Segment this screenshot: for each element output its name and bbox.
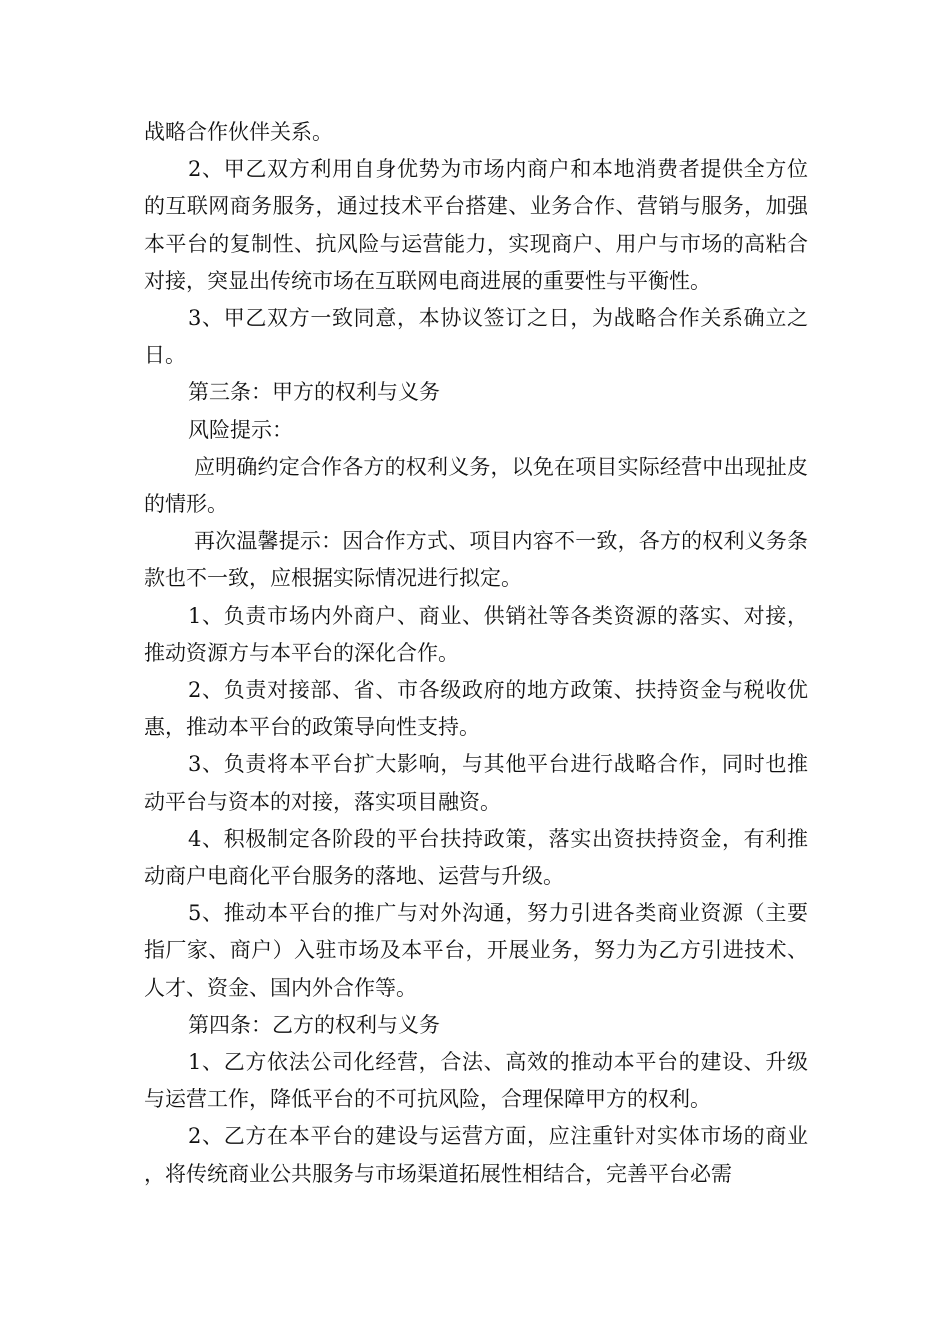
paragraph-clause-2-3: 3、甲乙双方一致同意，本协议签订之日，为战略合作关系确立之日。 xyxy=(144,306,808,368)
reminder-text: 再次温馨提示：因合作方式、项目内容不一致，各方的权利义务条款也不一致，应根据实际情况进行拟定。 xyxy=(144,529,808,591)
heading-article-3: 第三条：甲方的权利与义务 xyxy=(188,380,440,405)
paragraph-clause-4-2: 2、乙方在本平台的建设与运营方面，应注重针对实体市场的商业，将传统商业公共服务与市场渠道拓展性相结合，完善平台必需 xyxy=(144,1124,808,1186)
document-body xyxy=(144,114,808,1193)
heading-article-4: 第四条：乙方的权利与义务 xyxy=(188,1012,440,1037)
paragraph-continuation: 战略合作伙伴关系。 xyxy=(144,120,333,144)
paragraph-clause-3-2: 2、负责对接部、省、市各级政府的地方政策、扶持资金与税收优惠，推动本平台的政策导向性支持。 xyxy=(144,678,808,740)
paragraph-clause-3-5: 5、推动本平台的推广与对外沟通，努力引进各类商业资源（主要指厂家、商户）入驻市场及本平台，开展业务，努力为乙方引进技术、人才、资金、国内外合作等。 xyxy=(144,901,808,1000)
risk-warning-label: 风险提示： xyxy=(188,417,293,442)
paragraph-clause-2-2: 2、甲乙双方利用自身优势为市场内商户和本地消费者提供全方位的互联网商务服务，通过技术平台搭建、业务合作、营销与服务，加强本平台的复制性、抗风险与运营能力，实现商户、用户与市场的高粘合对接，突显出传统市场在互联网电商进展的重要性与平衡性。 xyxy=(144,157,808,293)
paragraph-clause-3-4: 4、积极制定各阶段的平台扶持政策，落实出资扶持资金，有利推动商户电商化平台服务的落地、运营与升级。 xyxy=(144,826,808,889)
risk-warning-text: 应明确约定合作各方的权利义务，以免在项目实际经营中出现扯皮的情形。 xyxy=(144,454,808,517)
paragraph-clause-3-1: 1、负责市场内外商户、商业、供销社等各类资源的落实、对接，推动资源方与本平台的深化合作。 xyxy=(144,603,808,665)
paragraph-clause-4-1: 1、乙方依法公司化经营，合法、高效的推动本平台的建设、升级与运营工作，降低平台的不可抗风险，合理保障甲方的权利。 xyxy=(144,1050,808,1112)
paragraph-clause-3-3: 3、负责将本平台扩大影响，与其他平台进行战略合作，同时也推动平台与资本的对接，落实项目融资。 xyxy=(144,752,808,814)
